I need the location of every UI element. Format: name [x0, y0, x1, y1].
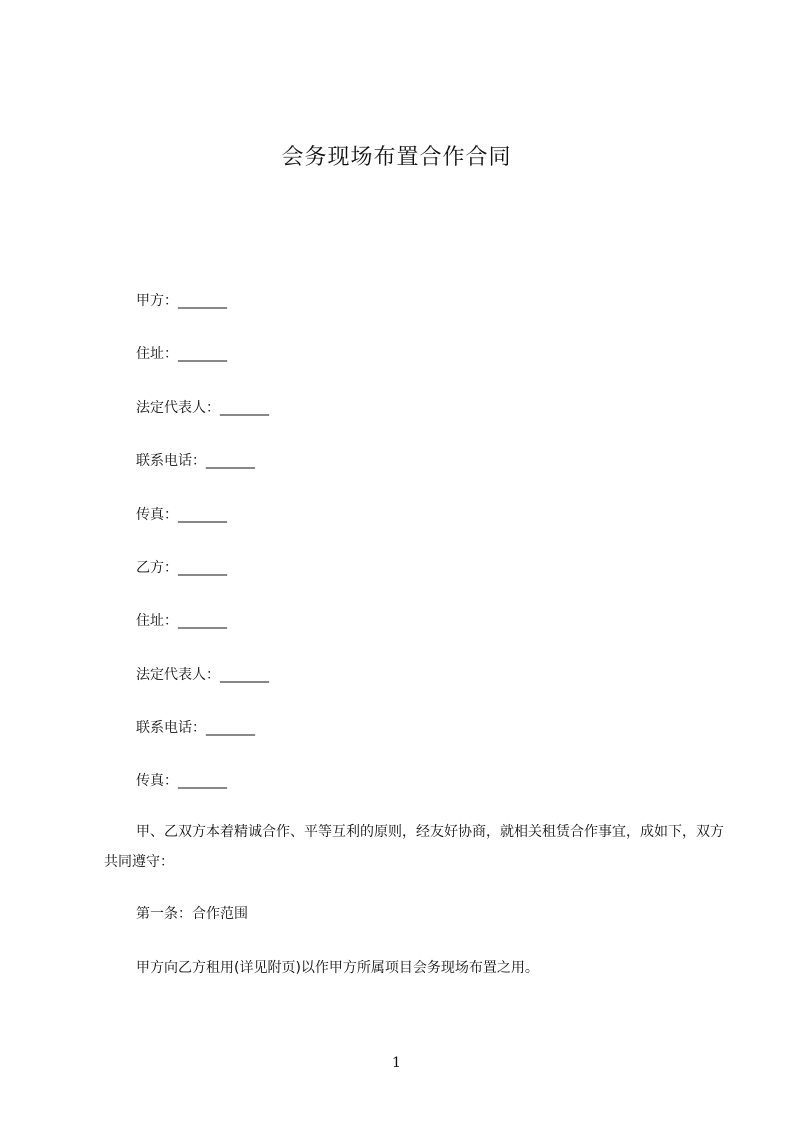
party-a-name-field: 甲方：_______ [136, 293, 227, 309]
party-b-address-field: 住址：_______ [136, 613, 227, 629]
party-a-address-field: 住址：_______ [136, 346, 227, 362]
party-b-legal-rep-field: 法定代表人：_______ [136, 667, 269, 683]
page-number: 1 [392, 1055, 401, 1071]
article-1-text: 甲方向乙方租用(详见附页)以作甲方所属项目会务现场布置之用。 [136, 960, 539, 976]
party-a-phone-field: 联系电话：_______ [136, 453, 255, 469]
party-b-fax-field: 传真：_______ [136, 773, 227, 789]
document-title: 会务现场布置合作合同 [281, 145, 512, 170]
party-a-fax-field: 传真：_______ [136, 507, 227, 523]
party-b-phone-field: 联系电话：_______ [136, 720, 255, 736]
intro-paragraph: 甲、乙双方本着精诚合作、平等互利的原则，经友好协商，就相关租赁合作事宜，成如下，双方共同遵守： [104, 824, 724, 870]
party-b-name-field: 乙方：_______ [136, 560, 227, 576]
party-a-legal-rep-field: 法定代表人：_______ [136, 400, 269, 416]
article-1-heading: 第一条：合作范围 [136, 906, 248, 922]
